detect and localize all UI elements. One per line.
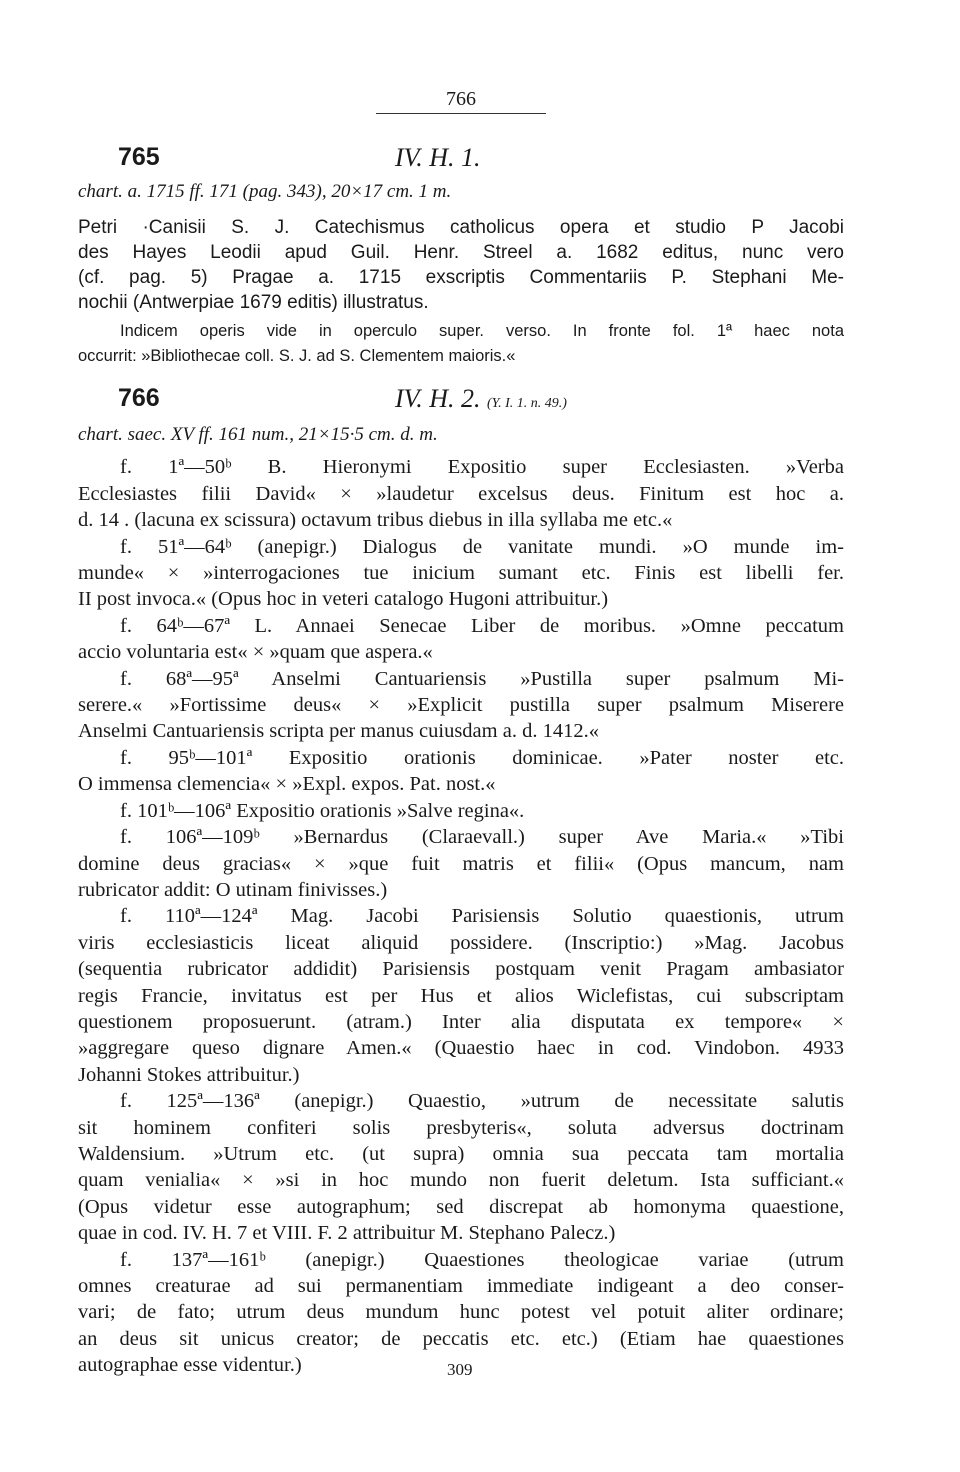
content-line: O immensa clemencia« × »Expl. expos. Pat. nost.« bbox=[78, 773, 496, 796]
entry-head bbox=[78, 143, 844, 177]
content-line: (Opus videtur esse autographum; sed discrepat ab homonyma quaestione, bbox=[78, 1195, 844, 1218]
content-line: sit hominem confiteri solis presbyteris«, soluta adversus doctrinam bbox=[78, 1116, 844, 1139]
content-line: f. 68ª—95ª Anselmi Cantuariensis »Pustilla super psalmum Mi- bbox=[120, 667, 844, 690]
content-line: d. 14 . (lacuna ex scissura) octavum tribus diebus in illa syllaba me etc.« bbox=[78, 509, 673, 532]
content-line: f. 101ᵇ—106ª Expositio orationis »Salve regina«. bbox=[120, 799, 525, 822]
content-line: f. 125ª—136ª (anepigr.) Quaestio, »utrum de necessitate salutis bbox=[120, 1090, 844, 1113]
content-line: f. 137ª—161ᵇ (anepigr.) Quaestiones theologicae variae (utrum bbox=[120, 1248, 844, 1271]
content-line: II post invoca.« (Opus hoc in veteri catalogo Hugoni attribuitur.) bbox=[78, 588, 609, 611]
content-line: accio voluntaria est« × »quam que aspera.« bbox=[78, 641, 433, 664]
entry-head bbox=[78, 384, 844, 418]
content-line: f. 110ª—124ª Mag. Jacobi Parisiensis Solutio quaestionis, utrum bbox=[120, 905, 844, 928]
shelfmark-text: IV. H. 2. bbox=[395, 384, 481, 413]
content-line: munde« × »interrogaciones tue inicium sumant etc. Finis est libelli fer. bbox=[78, 562, 844, 585]
content-line: rubricator addit: O utinam finivisses.) bbox=[78, 878, 388, 901]
title-line: nochii (Antwerpiae 1679 editis) illustratus. bbox=[78, 292, 429, 314]
content-line: domine deus gracias« × »que fuit matris et filii« (Opus mancum, nam bbox=[78, 852, 844, 875]
title-line: des Hayes Leodii apud Guil. Henr. Streel a. 1682 editus, nunc vero bbox=[78, 242, 844, 264]
content-line: f. 1ª—50ᵇ B. Hieronymi Expositio super Ecclesiasten. »Verba bbox=[120, 456, 844, 479]
content-line: serere.« »Fortissime deus« × »Explicit pustilla super psalmum Miserere bbox=[78, 694, 844, 717]
contents bbox=[78, 454, 844, 1378]
content-line: »aggregare queso dignare Amen.« (Quaestio haec in cod. Vindobon. 4933 bbox=[78, 1037, 844, 1060]
note-line: occurrit: »Bibliothecae coll. S. J. ad S. Clementem maioris.« bbox=[78, 347, 516, 366]
title-line: (cf. pag. 5) Pragae a. 1715 exscriptis Commentariis P. Stephani Me- bbox=[78, 267, 844, 289]
content-line: omnes creaturae ad sui permanentiam immediate indigeant a deo conser- bbox=[78, 1275, 844, 1297]
shelfmark bbox=[395, 384, 567, 414]
entry-765 bbox=[78, 143, 844, 369]
entry-number: 765 bbox=[118, 143, 160, 171]
content-line: quae in cod. IV. H. 7 et VIII. F. 2 attribuitur M. Stephano Palecz.) bbox=[78, 1222, 616, 1245]
content-line: f. 51ª—64ᵇ (anepigr.) Dialogus de vanitate mundi. »O munde im- bbox=[120, 535, 844, 558]
page-number: 309 bbox=[447, 1360, 473, 1379]
shelfmark: IV. H. 1. bbox=[395, 143, 481, 172]
old-shelfmark: (Y. I. 1. n. 49.) bbox=[486, 396, 567, 411]
content-line: Johanni Stokes attribuitur.) bbox=[78, 1063, 300, 1086]
content-line: Waldensium. »Utrum etc. (ut supra) omnia sua peccata tam mortalia bbox=[78, 1142, 844, 1165]
content-line: Ecclesiastes filii David« × »laudetur excelsus deus. Finitum est hoc a. bbox=[78, 482, 844, 505]
physical-description: chart. a. 1715 ff. 171 (pag. 343), 20×17 cm. 1 m. bbox=[78, 181, 452, 202]
content-line: (sequentia rubricator addidit) Parisiensis postquam venit Pragam ambasiator bbox=[78, 958, 844, 981]
physical-description: chart. saec. XV ff. 161 num., 21×15·5 cm. d. m. bbox=[78, 424, 438, 445]
entry-766 bbox=[78, 384, 844, 1379]
note-line: Indicem operis vide in operculo super. verso. In fronte fol. 1ª haec nota bbox=[120, 322, 844, 341]
content-line: regis Francie, invitatus est per Hus et alios Wiclefistas, cui subscriptam bbox=[78, 984, 844, 1007]
content-line: autographae esse videntur.) bbox=[78, 1354, 302, 1377]
title-line: Petri ·Canisii S. J. Catechismus catholicus opera et studio P Jacobi bbox=[78, 217, 844, 239]
content-line: f. 95ᵇ—101ª Expositio orationis dominicae. »Pater noster etc. bbox=[120, 746, 844, 769]
entry-number: 766 bbox=[118, 384, 160, 412]
content-line: vari; de fato; utrum deus mundum hunc potest vel potuit aliter ordinare; bbox=[78, 1301, 844, 1324]
running-head: 766 bbox=[376, 88, 546, 114]
content-line: viris ecclesiasticis liceat aliquid possidere. (Inscriptio:) »Mag. Jacobus bbox=[78, 931, 844, 954]
content-line: quam venialia« × »si in hoc mundo non fuerit deletum. Ista sufficiant.« bbox=[78, 1169, 844, 1192]
content-line: an deus sit unicus creator; de peccatis etc. etc.) (Etiam hae quaestiones bbox=[78, 1327, 844, 1350]
content-line: f. 106ª—109ᵇ »Bernardus (Claraevall.) super Ave Maria.« »Tibi bbox=[120, 826, 844, 849]
content-line: questionem proposuerunt. (atram.) Inter alia disputata ex tempore« × bbox=[78, 1010, 844, 1033]
content-line: Anselmi Cantuariensis scripta per manus cuiusdam a. d. 1412.« bbox=[78, 720, 599, 743]
content-line: f. 64ᵇ—67ª L. Annaei Senecae Liber de moribus. »Omne peccatum bbox=[120, 614, 844, 637]
